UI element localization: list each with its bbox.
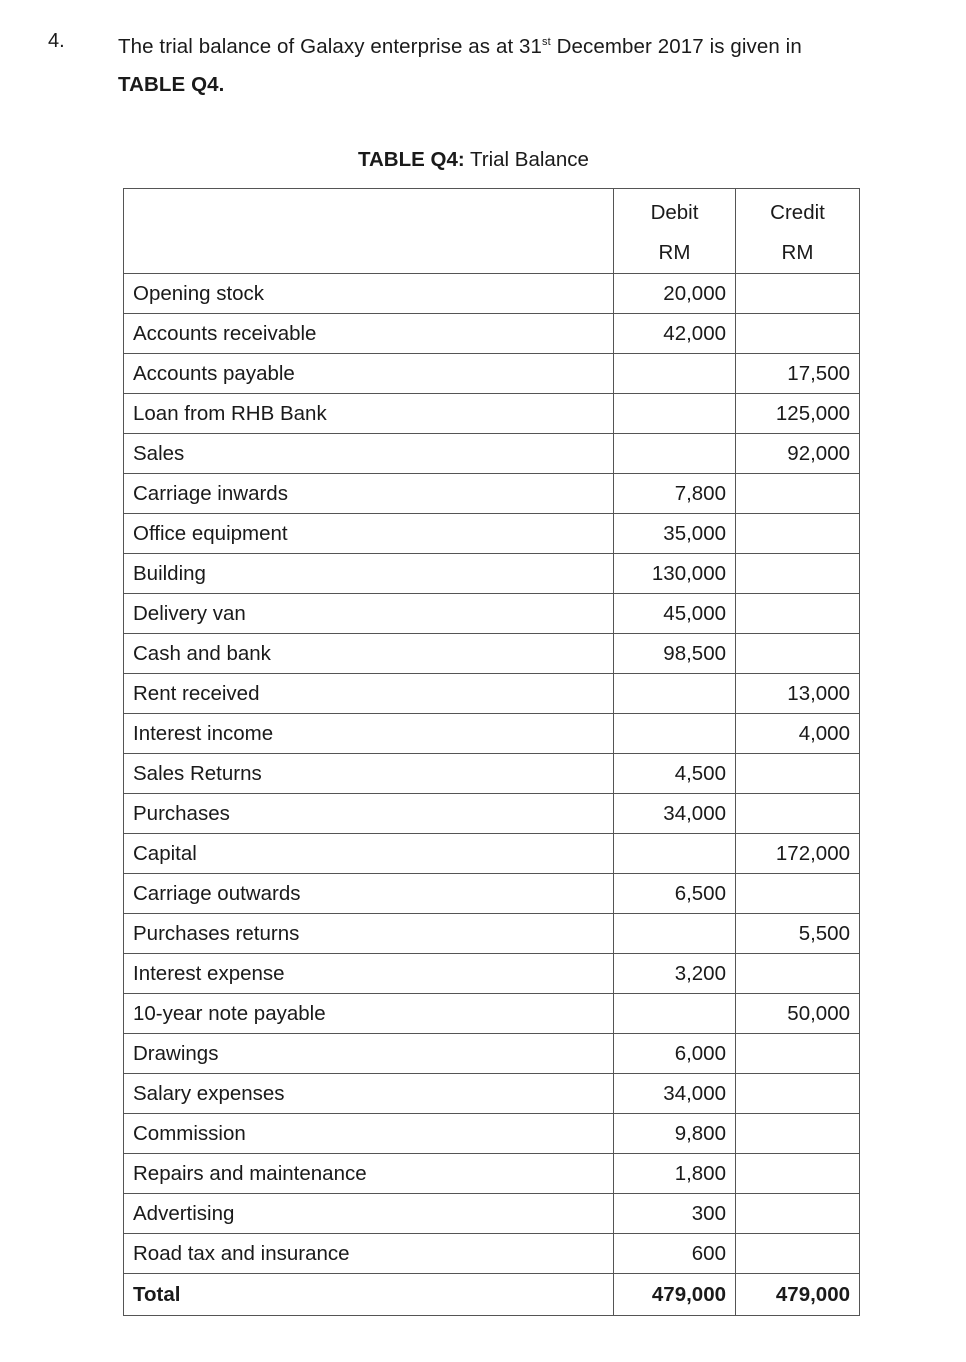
- credit-cell: [736, 514, 860, 554]
- credit-cell: 5,500: [736, 914, 860, 954]
- table-row: [124, 594, 860, 634]
- table-row: [124, 354, 860, 394]
- item-cell: Carriage inwards: [124, 474, 614, 514]
- table-row: [124, 1114, 860, 1154]
- debit-cell: [614, 434, 736, 474]
- debit-cell: 4,500: [614, 754, 736, 794]
- credit-cell: 50,000: [736, 994, 860, 1034]
- table-row: [124, 314, 860, 354]
- question-text: [118, 28, 938, 104]
- item-cell: Delivery van: [124, 594, 614, 634]
- debit-cell: 300: [614, 1194, 736, 1234]
- debit-cell: [614, 354, 736, 394]
- credit-cell: 92,000: [736, 434, 860, 474]
- debit-cell: 130,000: [614, 554, 736, 594]
- item-cell: Commission: [124, 1114, 614, 1154]
- debit-cell: 600: [614, 1234, 736, 1274]
- table-caption: [358, 148, 589, 172]
- item-cell: Accounts payable: [124, 354, 614, 394]
- table-row: [124, 514, 860, 554]
- credit-cell: [736, 634, 860, 674]
- question-line-1: [118, 28, 938, 66]
- item-cell: Capital: [124, 834, 614, 874]
- item-cell: Road tax and insurance: [124, 1234, 614, 1274]
- credit-cell: [736, 874, 860, 914]
- table-reference: TABLE Q4.: [118, 73, 225, 96]
- credit-cell: 13,000: [736, 674, 860, 714]
- table-row: [124, 634, 860, 674]
- debit-cell: 45,000: [614, 594, 736, 634]
- table-row: [124, 474, 860, 514]
- credit-cell: 4,000: [736, 714, 860, 754]
- item-cell: Drawings: [124, 1034, 614, 1074]
- table-row: [124, 914, 860, 954]
- table-caption-label: TABLE Q4:: [358, 148, 465, 171]
- header-credit-cell: [736, 189, 860, 274]
- credit-cell: [736, 1114, 860, 1154]
- item-cell: Sales Returns: [124, 754, 614, 794]
- debit-cell: [614, 394, 736, 434]
- debit-cell: [614, 914, 736, 954]
- item-cell: Opening stock: [124, 274, 614, 314]
- table-row: [124, 274, 860, 314]
- header-item-cell: [124, 189, 614, 274]
- debit-cell: 6,500: [614, 874, 736, 914]
- header-debit-label: Debit: [650, 201, 699, 224]
- question-text-after: December 2017 is given in: [550, 35, 802, 58]
- credit-cell: [736, 594, 860, 634]
- question-text-before: The trial balance of Galaxy enterprise as at 31: [118, 35, 543, 58]
- item-cell: Carriage outwards: [124, 874, 614, 914]
- credit-cell: [736, 474, 860, 514]
- trial-balance-table: [123, 188, 860, 1316]
- debit-cell: 42,000: [614, 314, 736, 354]
- total-label-cell: Total: [124, 1274, 614, 1316]
- header-credit-unit: RM: [781, 241, 814, 264]
- debit-cell: 35,000: [614, 514, 736, 554]
- table-row: [124, 394, 860, 434]
- debit-cell: [614, 994, 736, 1034]
- table-row: [124, 794, 860, 834]
- table-caption-title: Trial Balance: [464, 148, 589, 171]
- item-cell: Interest expense: [124, 954, 614, 994]
- debit-cell: [614, 834, 736, 874]
- credit-cell: [736, 1234, 860, 1274]
- table-row: [124, 1154, 860, 1194]
- debit-cell: [614, 714, 736, 754]
- debit-cell: 98,500: [614, 634, 736, 674]
- item-cell: Rent received: [124, 674, 614, 714]
- credit-cell: [736, 274, 860, 314]
- debit-cell: 34,000: [614, 1074, 736, 1114]
- table-row: [124, 994, 860, 1034]
- table-row: [124, 434, 860, 474]
- item-cell: Office equipment: [124, 514, 614, 554]
- trial-balance-body: [124, 189, 860, 1316]
- table-header-row: [124, 189, 860, 274]
- table-row: [124, 554, 860, 594]
- table-row: [124, 874, 860, 914]
- table-row: [124, 754, 860, 794]
- credit-cell: [736, 754, 860, 794]
- table-row: [124, 954, 860, 994]
- credit-cell: [736, 1154, 860, 1194]
- table-row: [124, 714, 860, 754]
- debit-cell: 34,000: [614, 794, 736, 834]
- credit-cell: [736, 554, 860, 594]
- header-debit-unit: RM: [658, 241, 691, 264]
- item-cell: Salary expenses: [124, 1074, 614, 1114]
- debit-cell: 1,800: [614, 1154, 736, 1194]
- item-cell: Accounts receivable: [124, 314, 614, 354]
- item-cell: Advertising: [124, 1194, 614, 1234]
- credit-cell: [736, 314, 860, 354]
- table-row: [124, 1074, 860, 1114]
- credit-cell: [736, 1194, 860, 1234]
- date-superscript: st: [542, 36, 551, 49]
- debit-cell: 20,000: [614, 274, 736, 314]
- total-debit-cell: 479,000: [614, 1274, 736, 1316]
- debit-cell: 9,800: [614, 1114, 736, 1154]
- table-row: [124, 674, 860, 714]
- table-row: [124, 1034, 860, 1074]
- item-cell: Interest income: [124, 714, 614, 754]
- header-credit-label: Credit: [770, 201, 825, 224]
- credit-cell: 17,500: [736, 354, 860, 394]
- credit-cell: [736, 794, 860, 834]
- credit-cell: 125,000: [736, 394, 860, 434]
- item-cell: 10-year note payable: [124, 994, 614, 1034]
- credit-cell: [736, 1034, 860, 1074]
- item-cell: Cash and bank: [124, 634, 614, 674]
- question-number: 4.: [48, 30, 65, 52]
- credit-cell: [736, 1074, 860, 1114]
- item-cell: Building: [124, 554, 614, 594]
- item-cell: Purchases: [124, 794, 614, 834]
- credit-cell: [736, 954, 860, 994]
- item-cell: Repairs and maintenance: [124, 1154, 614, 1194]
- item-cell: Loan from RHB Bank: [124, 394, 614, 434]
- debit-cell: 6,000: [614, 1034, 736, 1074]
- table-row: [124, 1234, 860, 1274]
- total-credit-cell: 479,000: [736, 1274, 860, 1316]
- header-debit-cell: [614, 189, 736, 274]
- debit-cell: 7,800: [614, 474, 736, 514]
- table-row: [124, 1194, 860, 1234]
- debit-cell: [614, 674, 736, 714]
- item-cell: Purchases returns: [124, 914, 614, 954]
- item-cell: Sales: [124, 434, 614, 474]
- total-row: [124, 1274, 860, 1316]
- table-row: [124, 834, 860, 874]
- debit-cell: 3,200: [614, 954, 736, 994]
- credit-cell: 172,000: [736, 834, 860, 874]
